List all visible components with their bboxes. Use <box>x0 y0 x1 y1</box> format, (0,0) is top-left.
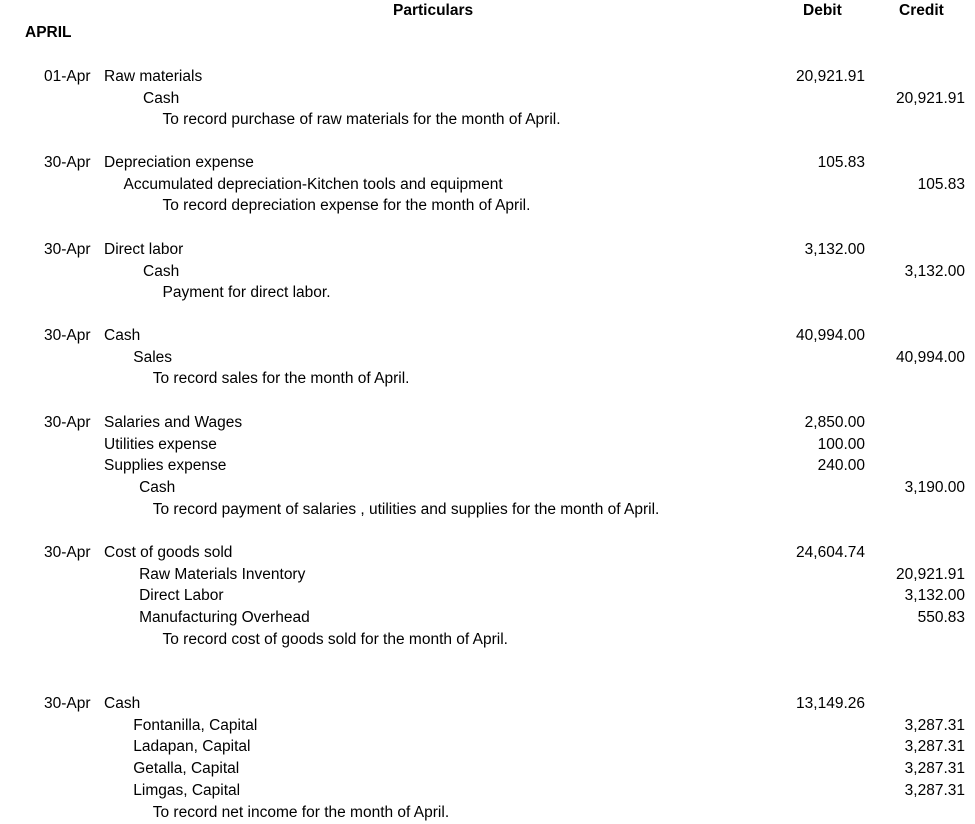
entry-line <box>0 152 975 173</box>
credit-amount: 3,287.31 <box>904 716 965 734</box>
entry-line <box>0 261 975 282</box>
entry-date: 01-Apr <box>44 68 91 85</box>
month-label: APRIL <box>25 24 72 41</box>
credit-amount: 3,287.31 <box>904 760 965 778</box>
debit-amount: 2,850.00 <box>804 414 865 431</box>
credit-amount: 3,190.00 <box>904 479 965 497</box>
entry-date: 30-Apr <box>44 154 91 171</box>
credit-amount: 3,132.00 <box>904 587 965 605</box>
entry-date: 30-Apr <box>44 414 91 431</box>
debit-header: Debit <box>803 2 842 19</box>
entry-line <box>0 585 975 606</box>
entry-line <box>0 780 975 801</box>
entry-date: 30-Apr <box>44 695 91 712</box>
account-name: Supplies expense <box>104 457 227 475</box>
entry-line <box>0 66 975 87</box>
account-name: Direct labor <box>104 241 184 258</box>
entry-narration: To record purchase of raw materials for the month of April. <box>162 111 561 129</box>
entry-line <box>0 239 975 260</box>
credit-header: Credit <box>899 2 944 19</box>
account-name: Manufacturing Overhead <box>139 609 310 627</box>
entry-narration: To record cost of goods sold for the month of April. <box>162 630 508 648</box>
account-name: Raw materials <box>104 68 203 85</box>
credit-amount: 3,132.00 <box>904 262 965 280</box>
entry-narration-row <box>0 109 975 130</box>
entry-narration: To record sales for the month of April. <box>152 370 410 388</box>
account-name: Raw Materials Inventory <box>139 565 306 583</box>
account-name: Getalla, Capital <box>133 760 240 778</box>
debit-amount: 24,604.74 <box>796 544 865 561</box>
credit-amount: 3,287.31 <box>904 781 965 799</box>
entry-date: 30-Apr <box>44 544 91 561</box>
entry-line <box>0 736 975 757</box>
entry-line <box>0 455 975 476</box>
credit-amount: 20,921.91 <box>896 89 965 107</box>
entry-line <box>0 325 975 346</box>
entry-line <box>0 347 975 368</box>
entry-narration: To record payment of salaries , utilities and supplies for the month of April. <box>152 500 660 518</box>
entry-line <box>0 758 975 779</box>
entry-narration-row <box>0 282 975 303</box>
entry-narration-row <box>0 629 975 650</box>
entry-narration-row <box>0 802 975 823</box>
account-name: Cash <box>143 262 180 280</box>
account-name: Fontanilla, Capital <box>133 716 258 734</box>
account-name: Accumulated depreciation-Kitchen tools and equipment <box>123 175 503 193</box>
entry-line <box>0 564 975 585</box>
debit-amount: 40,994.00 <box>796 327 865 344</box>
debit-amount: 240.00 <box>817 457 865 475</box>
entry-narration: To record depreciation expense for the month of April. <box>162 197 531 215</box>
entry-line <box>0 174 975 195</box>
entry-line <box>0 715 975 736</box>
account-name: Cash <box>104 327 141 344</box>
entry-line <box>0 434 975 455</box>
account-name: Cash <box>139 479 176 497</box>
account-name: Direct Labor <box>139 587 224 605</box>
entry-line <box>0 542 975 563</box>
entry-line <box>0 607 975 628</box>
account-name: Cash <box>104 695 141 712</box>
entry-narration: To record net income for the month of April. <box>152 803 450 821</box>
particulars-header: Particulars <box>393 2 474 19</box>
entry-date: 30-Apr <box>44 241 91 258</box>
debit-amount: 105.83 <box>817 154 865 171</box>
debit-amount: 3,132.00 <box>804 241 865 258</box>
account-name: Cost of goods sold <box>104 544 233 561</box>
account-name: Ladapan, Capital <box>133 738 251 756</box>
entry-date: 30-Apr <box>44 327 91 344</box>
entry-narration: Payment for direct labor. <box>162 284 331 302</box>
credit-amount: 20,921.91 <box>896 565 965 583</box>
credit-amount: 3,287.31 <box>904 738 965 756</box>
account-name: Limgas, Capital <box>133 781 241 799</box>
account-name: Utilities expense <box>104 435 217 453</box>
credit-amount: 40,994.00 <box>896 348 965 366</box>
entry-line <box>0 88 975 109</box>
entry-narration-row <box>0 499 975 520</box>
entry-narration-row <box>0 368 975 389</box>
credit-amount: 550.83 <box>917 609 965 627</box>
debit-amount: 13,149.26 <box>796 695 865 712</box>
debit-amount: 100.00 <box>817 435 865 453</box>
debit-amount: 20,921.91 <box>796 68 865 85</box>
account-name: Sales <box>133 348 173 366</box>
account-name: Cash <box>143 89 180 107</box>
entry-line <box>0 693 975 714</box>
account-name: Salaries and Wages <box>104 414 243 431</box>
entry-narration-row <box>0 195 975 216</box>
entry-line <box>0 477 975 498</box>
credit-amount: 105.83 <box>917 175 965 193</box>
account-name: Depreciation expense <box>104 154 254 171</box>
entry-line <box>0 412 975 433</box>
